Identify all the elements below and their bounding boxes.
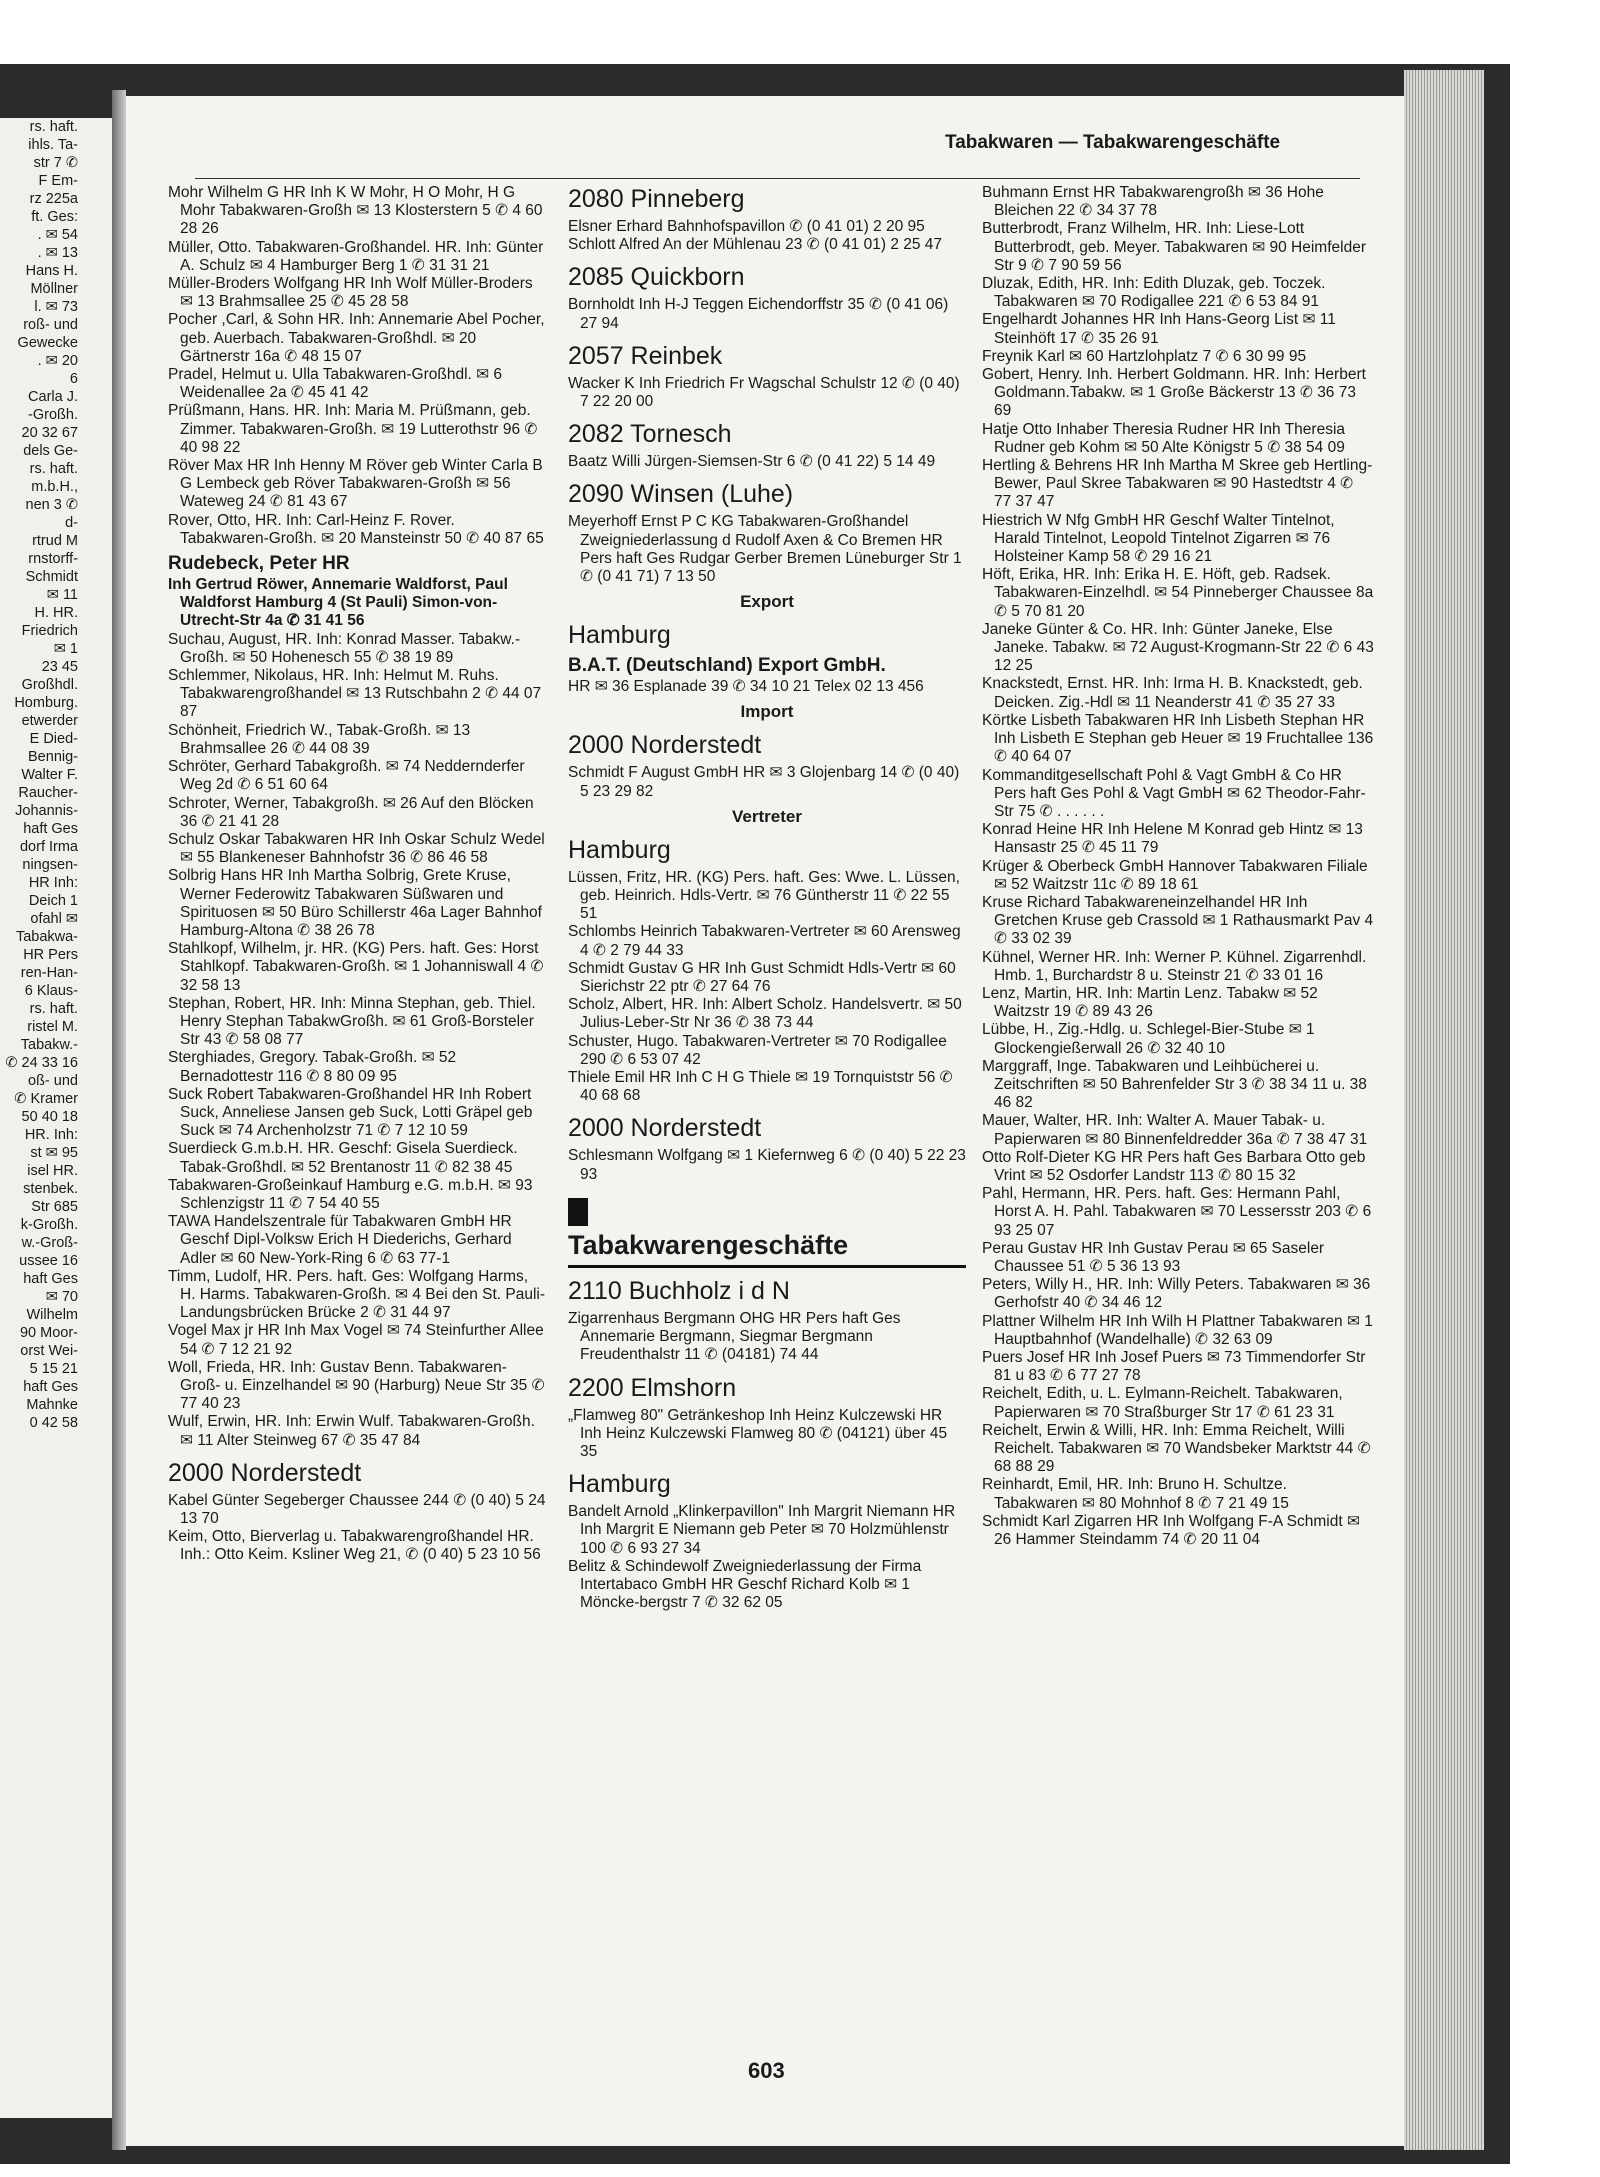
column-1: [168, 184, 546, 1565]
directory-entry: TAWA Handelszentrale für Tabakwaren GmbH HR Geschf Dipl-Volksw Erich H Diederichs, Gerhard Adler ✉ 60 New-York-Ring 6 ✆ 63 77-1: [168, 1213, 512, 1267]
directory-entry: Stahlkopf, Wilhelm, jr. HR. (KG) Pers. haft. Ges: Horst Stahlkopf. Tabakwaren-Großh. ✉ 1 Johanniswall 4 ✆ 32 58 13: [168, 940, 544, 994]
left-page-fragment-line: w.-Groß-: [21, 1235, 78, 1251]
left-page-fragment-line: . ✉ 20: [37, 353, 78, 369]
directory-entry: Reichelt, Edith, u. L. Eylmann-Reichelt. Tabakwaren, Papierwaren ✉ 70 Straßburger Str 17 ✆ 61 23 31: [982, 1385, 1343, 1421]
directory-entry: Höft, Erika, HR. Inh: Erika H. E. Höft, geb. Radsek. Tabakwaren-Einzelhdl. ✉ 54 Pinneberger Chaussee 8a ✆ 5 70 81 20: [982, 566, 1374, 620]
directory-entry: Timm, Ludolf, HR. Pers. haft. Ges: Wolfgang Harms, H. Harms. Tabakwaren-Großh. ✉ 4 Bei den St. Pauli-Landungsbrücken Brücke 2 ✆ 31 44 97: [168, 1267, 546, 1322]
left-page-fragment-line: l. ✉ 73: [34, 299, 78, 315]
directory-entry: Körtke Lisbeth Tabakwaren HR Inh Lisbeth Stephan HR Inh Lisbeth E Stephan geb Heuer ✉ 19 Fruchtallee 136 ✆ 40 64 07: [982, 711, 1374, 766]
directory-entry: Reinhardt, Emil, HR. Inh: Bruno H. Schultze. Tabakwaren ✉ 80 Mohnhof 8 ✆ 7 21 49 15: [982, 1476, 1289, 1512]
directory-entry: Belitz & Schindewolf Zweigniederlassung der Firma Intertabaco GmbH HR Geschf Richard Kolb ✉ 1 Möncke-bergstr 7 ✆ 32 62 05: [568, 1557, 922, 1612]
city-heading: 2000 Norderstedt: [168, 1458, 362, 1487]
directory-entry: Mohr Wilhelm G HR Inh K W Mohr, H O Mohr, H G Mohr Tabakwaren-Großh ✉ 13 Klosterstern 5 ✆ 4 60 28 26: [168, 184, 543, 238]
directory-entry: Röver Max HR Inh Henny M Röver geb Winter Carla B G Lembeck geb Röver Tabakwaren-Großh ✉ 56 Wateweg 24 ✆ 81 43 67: [168, 457, 543, 511]
directory-entry: Stephan, Robert, HR. Inh: Minna Stephan, geb. Thiel. Henry Stephan TabakwGroßh. ✉ 61 Groß-Borsteler Str 43 ✆ 58 08 77: [168, 994, 536, 1049]
directory-entry: Müller, Otto. Tabakwaren-Großhandel. HR. Inh: Günter A. Schulz ✉ 4 Hamburger Berg 1 ✆ 31 31 21: [168, 238, 544, 274]
directory-entry: Scholz, Albert, HR. Inh: Albert Scholz. Handelsvertr. ✉ 50 Julius-Leber-Str Nr 36 ✆ 38 73 44: [568, 996, 962, 1032]
directory-entry: Woll, Frieda, HR. Inh: Gustav Benn. Tabakwaren-Groß- u. Einzelhandel ✉ 90 (Harburg) Neue Str 35 ✆ 77 40 23: [168, 1358, 545, 1413]
directory-entry: Pocher ,Carl, & Sohn HR. Inh: Annemarie Abel Pocher, geb. Auerbach. Tabakwaren-Großhdl. ✉ 20 Gärtnerstr 16a ✆ 48 15 07: [168, 311, 545, 365]
left-page-fragment-line: ✉ 1: [53, 641, 78, 657]
directory-entry: Vogel Max jr HR Inh Max Vogel ✉ 74 Steinfurther Allee 54 ✆ 7 12 21 92: [168, 1322, 544, 1358]
directory-entry: Bandelt Arnold „Klinkerpavillon" Inh Margrit Niemann HR Inh Margrit E Niemann geb Peter ✉ 70 Holzmühlenstr 100 ✆ 6 93 27 34: [568, 1503, 956, 1557]
left-page-fragment-line: dorf Irma: [19, 839, 78, 855]
directory-entry: Kabel Günter Segeberger Chaussee 244 ✆ (0 40) 5 24 13 70: [168, 1491, 546, 1528]
entry-list: [568, 513, 966, 586]
directory-entry: Schönheit, Friedrich W., Tabak-Großh. ✉ 13 Brahmsallee 26 ✆ 44 08 39: [168, 721, 471, 757]
left-page-fragment-line: haft Ges: [23, 1271, 78, 1287]
city-heading: Hamburg: [568, 1470, 671, 1499]
entry-list: [568, 1407, 966, 1462]
left-page-fragment-line: rs. haft.: [29, 461, 78, 477]
left-page-fragment-line: ihls. Ta-: [28, 137, 78, 153]
directory-entry: Sterghiades, Gregory. Tabak-Großh. ✉ 52 Bernadottestr 116 ✆ 8 80 09 95: [168, 1049, 457, 1085]
left-page-fragment-line: Tabakw.-: [20, 1037, 78, 1053]
left-page-fragment-line: Str 685: [31, 1199, 78, 1215]
column-2: [568, 184, 966, 1612]
directory-entry: Pahl, Hermann, HR. Pers. haft. Ges: Hermann Pahl, Horst A. H. Pahl. Tabakwaren ✉ 70 Lessersstr 203 ✆ 6 93 25 07: [982, 1185, 1372, 1239]
entry-list: [568, 1503, 966, 1612]
left-page-fragment-line: Wilhelm: [26, 1307, 78, 1323]
left-page-fragment-line: Großhdl.: [21, 677, 78, 693]
directory-entry: Engelhardt Johannes HR Inh Hans-Georg List ✉ 11 Steinhöft 17 ✆ 35 26 91: [982, 311, 1336, 347]
city-heading: 2110 Buchholz i d N: [568, 1276, 790, 1305]
left-page-text: [0, 118, 112, 1432]
left-page-fragment-line: HR Inh:: [28, 875, 78, 891]
directory-entry: Schmidt Gustav G HR Inh Gust Schmidt Hdls-Vertr ✉ 60 Sierichstr 22 ptr ✆ 27 64 76: [568, 959, 956, 996]
subsection-export: Export: [740, 592, 794, 612]
directory-entry: Dluzak, Edith, HR. Inh: Edith Dluzak, geb. Toczek. Tabakwaren ✉ 70 Rodigallee 221 ✆ 6 53 84 91: [982, 275, 1326, 311]
directory-entry: Perau Gustav HR Inh Gustav Perau ✉ 65 Saseler Chaussee 51 ✆ 5 36 13 93: [982, 1239, 1325, 1275]
left-page-fragment-line: HR. Inh:: [24, 1127, 78, 1143]
city-heading: Hamburg: [568, 835, 671, 864]
header-rule: [195, 178, 1360, 179]
entry-list: [568, 764, 966, 800]
directory-entry: „Flamweg 80" Getränkeshop Inh Heinz Kulczewski HR Inh Heinz Kulczewski Flamweg 80 ✆ (04121) über 45 35: [568, 1406, 948, 1460]
section-title: Tabakwarengeschäfte: [568, 1230, 966, 1268]
left-page-fragment-line: ✉ 70: [45, 1289, 78, 1305]
directory-entry: Wulf, Erwin, HR. Inh: Erwin Wulf. Tabakwaren-Großh. ✉ 11 Alter Steinweg 67 ✆ 35 47 84: [168, 1413, 535, 1449]
directory-entry: Suck Robert Tabakwaren-Großhandel HR Inh Robert Suck, Anneliese Jansen geb Suck, Lotti Gräpel geb Suck ✉ 74 Archenholzstr 71 ✆ 7 12 10 59: [168, 1085, 533, 1140]
entry-list: [568, 375, 966, 411]
left-page-fragment-line: Carla J.: [28, 389, 78, 405]
directory-entry: Knackstedt, Ernst. HR. Inh: Irma H. B. Knackstedt, geb. Deicken. Zig.-Hdl ✉ 11 Neanderstr 41 ✆ 35 27 33: [982, 675, 1363, 711]
left-page-fragment-line: H. HR.: [34, 605, 78, 621]
left-page-fragment-line: rnstorff-: [28, 551, 78, 567]
directory-entry: Baatz Willi Jürgen-Siemsen-Str 6 ✆ (0 41 22) 5 14 49: [568, 453, 936, 471]
left-page-fragment-line: ✆ 24 33 16: [5, 1055, 78, 1071]
left-page-fragment-line: oß- und: [28, 1073, 78, 1089]
city-heading: 2000 Norderstedt: [568, 731, 762, 760]
entry-list: [568, 218, 966, 254]
directory-entry: Zigarrenhaus Bergmann OHG HR Pers haft Ges Annemarie Bergmann, Siegmar Bergmann Freudenthalstr 11 ✆ (04181) 74 44: [568, 1309, 901, 1364]
city-heading: 2080 Pinneberg: [568, 185, 745, 213]
left-page-fragment-line: Walter F.: [21, 767, 78, 783]
directory-entry: Schlombs Heinrich Tabakwaren-Vertreter ✉ 60 Arensweg 4 ✆ 2 79 44 33: [568, 923, 961, 959]
directory-entry: Kühnel, Werner HR. Inh: Werner P. Kühnel. Zigarrenhdl. Hmb. 1, Burchardstr 8 u. Steinstr 21 ✆ 33 01 16: [982, 948, 1367, 984]
book-gutter: [112, 90, 126, 2150]
entry-list: [568, 1310, 966, 1365]
left-page-fragment-line: 6: [69, 371, 78, 387]
left-page-fragment-line: haft Ges: [23, 1379, 78, 1395]
page-edges: [1404, 70, 1484, 2150]
directory-entry: Meyerhoff Ernst P C KG Tabakwaren-Großhandel Zweigniederlassung d Rudolf Axen & Co Bremen HR Pers haft Ges Rudgar Gerber Bremen Lüneburger Str 1 ✆ (0 41 71) 7 13 50: [568, 513, 962, 586]
left-page-fragment-line: etwerder: [21, 713, 78, 729]
bat-name: B.A.T. (Deutschland) Export GmbH.: [568, 655, 886, 677]
city-heading: 2082 Tornesch: [568, 420, 732, 449]
left-page-fragment-line: 6 Klaus-: [24, 983, 78, 999]
left-page-fragment-line: k-Großh.: [20, 1217, 78, 1233]
entry-list: [168, 184, 546, 548]
city-heading: 2200 Elmshorn: [568, 1373, 737, 1402]
directory-entry: Konrad Heine HR Inh Helene M Konrad geb Hintz ✉ 13 Hansastr 25 ✆ 45 11 79: [982, 821, 1363, 857]
directory-entry: Schmidt Karl Zigarren HR Inh Wolfgang F-A Schmidt ✉ 26 Hammer Steindamm 74 ✆ 20 11 04: [982, 1512, 1360, 1549]
left-page-fragment-line: 0 42 58: [29, 1415, 78, 1431]
left-page-fragment-line: rs. haft.: [29, 119, 78, 135]
directory-entry: Mauer, Walter, HR. Inh: Walter A. Mauer Tabak- u. Papierwaren ✉ 80 Binnenfeldredder 36a ✆ 7 38 47 31: [982, 1112, 1368, 1148]
left-page-fragment-line: ussee 16: [19, 1253, 78, 1269]
directory-entry: Lenz, Martin, HR. Inh: Martin Lenz. Tabakw ✉ 52 Waitzstr 19 ✆ 89 43 26: [982, 984, 1318, 1021]
entry-list: [568, 869, 966, 1106]
directory-entry: Hertling & Behrens HR Inh Martha M Skree geb Hertling-Bewer, Paul Skree Tabakwaren ✉ 90 Hastedtstr 4 ✆ 77 37 47: [982, 457, 1373, 511]
city-heading: 2090 Winsen (Luhe): [568, 480, 794, 509]
left-page-fragment-line: Möllner: [30, 281, 78, 297]
directory-entry: Reichelt, Erwin & Willi, HR. Inh: Emma Reichelt, Willi Reichelt. Tabakwaren ✉ 70 Wandsbeker Marktstr 44 ✆ 68 88 29: [982, 1421, 1371, 1476]
left-page-fragment-line: rz 225a: [29, 191, 78, 207]
left-page-fragment-line: 20 32 67: [21, 425, 78, 441]
directory-entry: Schulz Oskar Tabakwaren HR Inh Oskar Schulz Wedel ✉ 55 Blankeneser Bahnhofstr 36 ✆ 86 46 58: [168, 830, 545, 867]
directory-entry: Buhmann Ernst HR Tabakwarengroßh ✉ 36 Hohe Bleichen 22 ✆ 34 37 78: [982, 184, 1324, 220]
rudebeck-details: Inh Gertrud Röwer, Annemarie Waldforst, Paul Waldforst Hamburg 4 (St Pauli) Simon-von-Utrecht-Str 4a ✆ 31 41 56: [168, 576, 508, 630]
directory-entry: Schlemmer, Nikolaus, HR. Inh: Helmut M. Ruhs. Tabakwarengroßhandel ✉ 13 Rutschbahn 2 ✆ 44 07 87: [168, 667, 542, 721]
bat-details: HR ✉ 36 Esplanade 39 ✆ 34 10 21 Telex 02 13 456: [568, 678, 924, 696]
left-page-fragment-line: isel HR.: [27, 1163, 78, 1179]
left-page-fragment-line: 23 45: [41, 659, 78, 675]
column-3: [982, 184, 1374, 1549]
left-page-fragment-line: E Died-: [29, 731, 78, 747]
left-page-fragment-line: Homburg.: [14, 695, 78, 711]
left-page-fragment-line: ningsen-: [22, 857, 78, 873]
directory-entry: Schlesmann Wolfgang ✉ 1 Kiefernweg 6 ✆ (0 40) 5 22 23 93: [568, 1147, 966, 1183]
directory-entry: Kommanditgesellschaft Pohl & Vagt GmbH & Co HR Pers haft Ges Pohl & Vagt GmbH ✉ 62 Theodor-Fahr-Str 75 ✆ . . . . . .: [982, 766, 1366, 820]
left-page-fragment: [0, 118, 112, 2118]
directory-entry: Kruse Richard Tabakwareneinzelhandel HR Inh Gretchen Kruse geb Crassold ✉ 1 Rathausmarkt Pav 4 ✆ 33 02 39: [982, 893, 1374, 948]
directory-entry: Plattner Wilhelm HR Inh Wilh H Plattner Tabakwaren ✉ 1 Hauptbahnhof (Wandelhalle) ✆ 32 63 09: [982, 1312, 1373, 1348]
directory-entry: Suchau, August, HR. Inh: Konrad Masser. Tabakw.-Großh. ✉ 50 Hohenesch 55 ✆ 38 19 89: [168, 630, 521, 666]
rudebeck-name: Rudebeck, Peter HR: [168, 553, 350, 575]
directory-entry: Lübbe, H., Zig.-Hdlg. u. Schlegel-Bier-Stube ✉ 1 Glockengießerwall 26 ✆ 32 40 10: [982, 1021, 1315, 1057]
left-page-fragment-line: stenbek.: [23, 1181, 78, 1197]
directory-entry: Müller-Broders Wolfgang HR Inh Wolf Müller-Broders ✉ 13 Brahmsallee 25 ✆ 45 28 58: [168, 275, 533, 311]
entry-list: [168, 631, 546, 1450]
entry-list: [568, 1147, 966, 1183]
directory-entry: Keim, Otto, Bierverlag u. Tabakwarengroßhandel HR. Inh.: Otto Keim. Ksliner Weg 21, ✆ (0 40) 5 23 10 56: [168, 1528, 541, 1564]
directory-entry: Pradel, Helmut u. Ulla Tabakwaren-Großhdl. ✉ 6 Weidenallee 2a ✆ 45 41 42: [168, 366, 503, 402]
entry-list: [982, 184, 1374, 1549]
left-page-fragment-line: nen 3 ✆: [25, 497, 78, 513]
directory-entry: Otto Rolf-Dieter KG HR Pers haft Ges Barbara Otto geb Vrint ✉ 52 Osdorfer Landstr 113 ✆ 80 15 32: [982, 1148, 1366, 1184]
left-page-fragment-line: HR Pers: [23, 947, 78, 963]
left-page-fragment-line: rs. haft.: [29, 1001, 78, 1017]
left-page-fragment-line: Deich 1: [28, 893, 78, 909]
directory-entry: Schmidt F August GmbH HR ✉ 3 Glojenbarg 14 ✆ (0 40) 5 23 29 82: [568, 764, 960, 800]
left-page-fragment-line: Johannis-: [15, 803, 78, 819]
left-page-fragment-line: rtrud M: [32, 533, 78, 549]
directory-entry: Schröter, Gerhard Tabakgroßh. ✉ 74 Neddernderfer Weg 2d ✆ 6 51 60 64: [168, 758, 525, 794]
directory-entry: Thiele Emil HR Inh C H G Thiele ✉ 19 Tornquiststr 56 ✆ 40 68 68: [568, 1069, 953, 1105]
running-header: Tabakwaren — Tabakwarengeschäfte: [945, 132, 1281, 153]
directory-entry: Butterbrodt, Franz Wilhelm, HR. Inh: Liese-Lott Butterbrodt, geb. Meyer. Tabakwaren ✉ 90 Heimfelder Str 9 ✆ 7 90 59 56: [982, 220, 1366, 274]
directory-entry: Schlott Alfred An der Mühlenau 23 ✆ (0 41 01) 2 25 47: [568, 236, 943, 254]
left-page-fragment-line: . ✉ 13: [37, 245, 78, 261]
left-page-fragment-line: -Großh.: [28, 407, 78, 423]
entry-list: [168, 1492, 546, 1565]
directory-entry: Peters, Willy H., HR. Inh: Willy Peters. Tabakwaren ✉ 36 Gerhofstr 40 ✆ 34 46 12: [982, 1276, 1371, 1312]
entry-list: [568, 296, 966, 332]
city-heading: 2000 Norderstedt: [568, 1114, 762, 1143]
left-page-fragment-line: orst Wei-: [20, 1343, 78, 1359]
directory-entry: Prüßmann, Hans. HR. Inh: Maria M. Prüßmann, geb. Zimmer. Tabakwaren-Großh. ✉ 19 Lutterothstr 96 ✆ 40 98 22: [168, 402, 538, 456]
section-marker: [568, 1198, 588, 1226]
directory-entry: Suerdieck G.m.b.H. HR. Geschf: Gisela Suerdieck. Tabak-Großhdl. ✉ 52 Brentanostr 11 ✆ 82 38 45: [168, 1140, 518, 1176]
directory-entry: Hatje Otto Inhaber Theresia Rudner HR Inh Theresia Rudner geb Kohm ✉ 50 Alte Königstr 5 ✆ 38 54 09: [982, 420, 1346, 456]
left-page-fragment-line: Schmidt: [25, 569, 78, 585]
city-heading: 2085 Quickborn: [568, 263, 745, 292]
entry-list: [568, 453, 966, 471]
left-page-fragment-line: d-: [65, 515, 78, 531]
left-page-fragment-line: 5 15 21: [29, 1361, 78, 1377]
left-page-fragment-line: ofahl ✉: [30, 911, 78, 927]
directory-entry: Schroter, Werner, Tabakgroßh. ✉ 26 Auf den Blöcken 36 ✆ 21 41 28: [168, 794, 534, 830]
directory-entry: Rover, Otto, HR. Inh: Carl-Heinz F. Rover. Tabakwaren-Großh. ✉ 20 Mansteinstr 50 ✆ 40 87 65: [168, 511, 544, 547]
directory-entry: Tabakwaren-Großeinkauf Hamburg e.G. m.b.H. ✉ 93 Schlenzigstr 11 ✆ 7 54 40 55: [168, 1176, 533, 1212]
left-page-fragment-line: Tabakwa-: [15, 929, 78, 945]
directory-entry: Krüger & Oberbeck GmbH Hannover Tabakwaren Filiale ✉ 52 Waitzstr 11c ✆ 89 18 61: [982, 857, 1368, 893]
left-page-fragment-line: ristel M.: [27, 1019, 78, 1035]
left-page-fragment-line: m.b.H.,: [31, 479, 78, 495]
directory-entry: Puers Josef HR Inh Josef Puers ✉ 73 Timmendorfer Str 81 u 83 ✆ 6 77 27 78: [982, 1349, 1366, 1385]
left-page-fragment-line: dels Ge-: [23, 443, 78, 459]
left-page-fragment-line: Hans H.: [25, 263, 78, 279]
directory-entry: Bornholdt Inh H-J Teggen Eichendorffstr 35 ✆ (0 41 06) 27 94: [568, 296, 949, 332]
page-number: 603: [748, 2058, 785, 2083]
left-page-fragment-line: Gewecke: [17, 335, 78, 351]
directory-entry: Freynik Karl ✉ 60 Hartzlohplatz 7 ✆ 6 30 99 95: [982, 347, 1307, 365]
left-page-fragment-line: Raucher-: [18, 785, 78, 801]
directory-entry: Schuster, Hugo. Tabakwaren-Vertreter ✉ 70 Rodigallee 290 ✆ 6 53 07 42: [568, 1032, 947, 1068]
left-page-fragment-line: roß- und: [23, 317, 78, 333]
left-page-fragment-line: Mahnke: [26, 1397, 78, 1413]
left-page-fragment-line: ✆ Kramer: [14, 1091, 78, 1107]
left-page-fragment-line: haft Ges: [23, 821, 78, 837]
directory-entry: Wacker K Inh Friedrich Fr Wagschal Schulstr 12 ✆ (0 40) 7 22 20 00: [568, 374, 960, 411]
left-page-fragment-line: ft. Ges:: [31, 209, 78, 225]
city-heading: Hamburg: [568, 621, 671, 650]
directory-entry: Janeke Günter & Co. HR. Inh: Günter Janeke, Else Janeke. Tabakw. ✉ 72 August-Krogmann-Str 22 ✆ 6 43 12 25: [982, 620, 1374, 675]
directory-entry: Gobert, Henry. Inh. Herbert Goldmann. HR. Inh: Herbert Goldmann.Tabakw. ✉ 1 Große Bäckerstr 13 ✆ 36 73 69: [982, 366, 1366, 420]
left-page-fragment-line: st ✉ 95: [30, 1145, 78, 1161]
left-page-fragment-line: F Em-: [38, 173, 78, 189]
left-page-fragment-line: ren-Han-: [20, 965, 78, 981]
subsection-vertreter: Vertreter: [732, 806, 802, 826]
directory-entry: Elsner Erhard Bahnhofspavillon ✆ (0 41 01) 2 20 95: [568, 218, 925, 235]
left-page-fragment-line: 50 40 18: [21, 1109, 78, 1125]
directory-entry: Marggraff, Inge. Tabakwaren und Leihbücherei u. Zeitschriften ✉ 50 Bahrenfelder Str 3 ✆ 38 34 11 u. 38 46 82: [982, 1057, 1367, 1112]
directory-entry: Lüssen, Fritz, HR. (KG) Pers. haft. Ges: Wwe. L. Lüssen, geb. Heinrich. Hdls-Vertr. ✉ 76 Güntherstr 11 ✆ 22 55 51: [568, 868, 960, 923]
left-page-fragment-line: . ✉ 54: [37, 227, 78, 243]
left-page-fragment-line: Bennig-: [28, 749, 78, 765]
directory-entry: Solbrig Hans HR Inh Martha Solbrig, Grete Kruse, Werner Federowitz Tabakwaren Süßwaren und Spirituosen ✉ 50 Büro Schillerstr 46a Lager Bahnhof Hamburg-Altona ✆ 38 26 78: [168, 867, 542, 939]
left-page-fragment-line: 90 Moor-: [19, 1325, 78, 1341]
directory-entry: Hiestrich W Nfg GmbH HR Geschf Walter Tintelnot, Harald Tintelnot, Leopold Tintelnot Zigarren ✉ 76 Holsteiner Kamp 58 ✆ 29 16 21: [982, 511, 1335, 566]
left-page-fragment-line: ✉ 11: [46, 587, 78, 603]
left-page-fragment-line: str 7 ✆: [33, 155, 78, 171]
city-heading: 2057 Reinbek: [568, 341, 723, 370]
left-page-fragment-line: Friedrich: [21, 623, 78, 639]
subsection-import: Import: [740, 702, 794, 722]
